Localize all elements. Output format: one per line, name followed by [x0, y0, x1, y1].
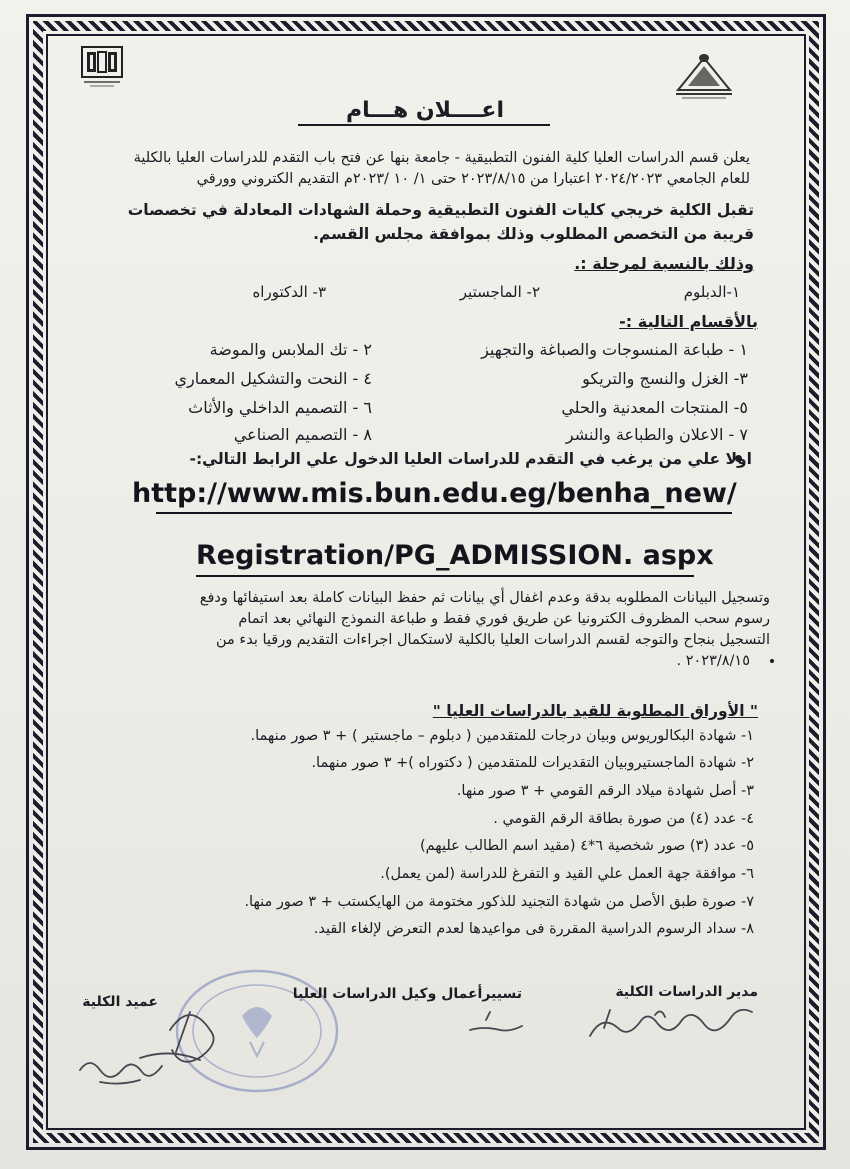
vice-dean-title: تسييرأعمال وكيل الدراسات العليا	[292, 986, 522, 1002]
department-item: ٤ - النحت والتشكيل المعماري	[174, 369, 372, 388]
department-item: ٥- المنتجات المعدنية والحلي	[561, 398, 748, 417]
announcement-title: اعــــلان هـــام	[346, 98, 504, 123]
registration-line: وتسجيل البيانات المطلوبه بدقة وعدم اغفال أي بيانات ثم حفظ البيانات كاملة بعد استيفائها ودفع	[199, 590, 770, 606]
document-item: ٦- موافقة جهة العمل علي القيد و التفرغ للدراسة (لمن يعمل).	[380, 866, 754, 882]
link-instruction: اولا علي من يرغب في التقدم للدراسات العليا الدخول علي الرابط التالي:-	[189, 450, 752, 468]
document-item: ٨- سداد الرسوم الدراسية المقررة فى مواعيدها لعدم التعرض لإلغاء القيد.	[313, 921, 754, 937]
document-item: ٣- أصل شهادة ميلاد الرقم القومي + ٣ صور منها.	[456, 783, 754, 799]
stage-doctorate: ٣- الدكتوراه	[252, 283, 326, 301]
document-item: ٢- شهادة الماجستيروبيان التقديرات للمتقدمين ( دكتوراه )+ ٣ صور منهما.	[311, 755, 754, 771]
registration-line: رسوم سحب المظروف الكترونيا عن طريق فوري فقط و طباعة النموذج النهائي بعد اتمام	[238, 611, 770, 627]
document-item: ١- شهادة البكالوريوس وبيان درجات للمتقدمين ( دبلوم – ماجستير ) + ٣ صور منهما.	[250, 728, 754, 744]
documents-heading: " الأوراق المطلوبة للقيد بالدراسات العليا "	[432, 702, 758, 720]
stage-heading: وذلك بالنسبة لمرحلة :.	[574, 254, 754, 273]
registration-url-line1: http://www.mis.bun.edu.eg/benha_new/	[132, 478, 737, 509]
document-item: ٤- عدد (٤) من صورة بطاقة الرقم القومي .	[493, 811, 754, 827]
stage-masters: ٢- الماجستير	[459, 283, 540, 301]
intro-paragraph: يعلن قسم الدراسات العليا كلية الفنون التطبيقية - جامعة بنها عن فتح باب التقدم للدراسات العليا بالكلية للعام الجامعي ٢٠٢٤/٢٠٢٣ اعتبارا من ٢٠٢٣/٨/١٥ حتى ١/ ١٠ /٢٠٢٣م التقديم الكتروني وورقي	[133, 150, 750, 187]
acceptance-paragraph: تقبل الكلية خريجي كليات الفنون التطبيقية وحملة الشهادات المعادلة في تخصصات قريبة من التخصص المطلوب وذلك بموافقة مجلس القسم.	[127, 201, 754, 243]
departments-heading: بالأقسام التالية :-	[619, 312, 758, 331]
department-item: ١ - طباعة المنسوجات والصباغة والتجهيز	[481, 340, 748, 359]
department-item: ٢ - تك الملابس والموضة	[209, 340, 372, 359]
director-title: مدير الدراسات الكلية	[615, 984, 758, 1000]
dean-title: عميد الكلية	[82, 994, 158, 1010]
department-item: ٧ - الاعلان والطباعة والنشر	[565, 425, 748, 444]
registration-line: ٢٠٢٣/٨/١٥ .	[676, 653, 750, 669]
registration-line: التسجيل بنجاح والتوجه لقسم الدراسات العليا بالكلية لاستكمال اجراءات التقديم ورقيا بدء من	[215, 632, 770, 648]
department-item: ٣- الغزل والنسج والتريكو	[582, 369, 748, 388]
department-item: ٦ - التصميم الداخلي والأثاث	[188, 398, 372, 417]
registration-url-line2: Registration/PG_ADMISSION. aspx	[196, 540, 714, 571]
document-item: ٧- صورة طبق الأصل من شهادة التجنيد للذكور مختومة من الهايكستب + ٣ صور منها.	[244, 894, 754, 910]
document-item: ٥- عدد (٣) صور شخصية ٦*٤ (مقيد اسم الطالب عليهم)	[419, 838, 754, 854]
department-item: ٨ - التصميم الصناعي	[233, 425, 372, 444]
stage-diploma: ١-الدبلوم	[683, 283, 740, 301]
